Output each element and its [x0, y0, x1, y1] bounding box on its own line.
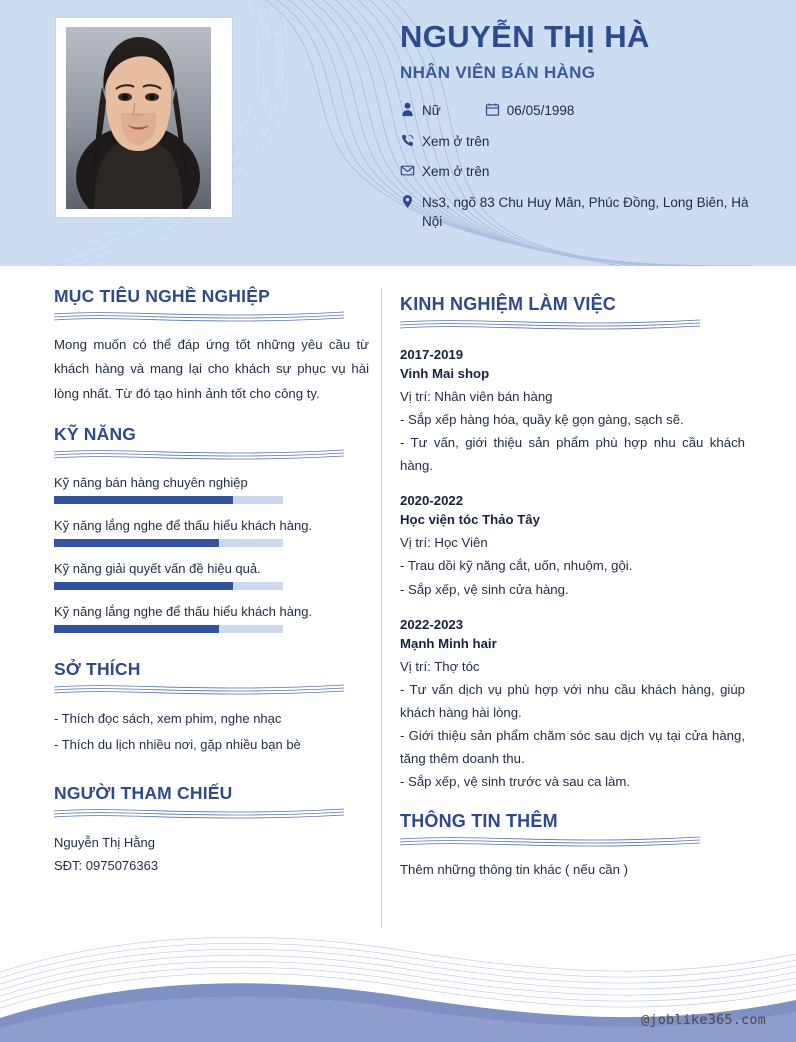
left-column: [54, 286, 369, 877]
reference-phone: SĐT: 0975076363: [54, 857, 159, 873]
contact-gender-value: Nữ: [422, 103, 441, 119]
header-text-block: [400, 18, 780, 243]
skill-label: Kỹ năng lắng nghe để thấu hiểu khách hàng.: [54, 518, 313, 534]
calendar-icon: [485, 101, 507, 117]
contact-gender: [400, 101, 441, 121]
phone-icon: [400, 132, 422, 148]
profile-photo-frame: [56, 18, 232, 217]
objective-text: Mong muốn có thể đáp ứng tốt những yêu cầu từ khách hàng và mang lại cho khách sự phục vụ hài lòng nhất. Từ đó tạo hình ảnh tốt cho công ty.: [54, 337, 369, 401]
skill-bar-fill: [54, 496, 233, 504]
skill-bar-track: [54, 539, 283, 547]
section-title-references: NGƯỜI THAM CHIẾU: [54, 782, 233, 803]
skill-bar-fill: [54, 539, 219, 547]
right-column: [400, 294, 745, 881]
experience-years: 2020-2022: [400, 493, 464, 509]
contact-list: [400, 101, 780, 232]
title-underline: [400, 834, 700, 848]
contact-row-gender-birthday: [400, 101, 780, 121]
job-title: NHÂN VIÊN BÁN HÀNG: [400, 63, 596, 83]
section-title-hobbies: SỞ THÍCH: [54, 659, 141, 680]
skill-label: Kỹ năng lắng nghe để thấu hiểu khách hàng.: [54, 604, 313, 620]
experience-company: Vinh Mai shop: [400, 366, 490, 381]
section-skills: [54, 424, 369, 633]
additional-text: Thêm những thông tin khác ( nếu cần ): [400, 862, 629, 878]
column-divider: [381, 288, 382, 928]
experience-line: - Tư vấn dịch vụ phù hợp với nhu cầu khách hàng, giúp khách hàng hài lòng.: [400, 681, 745, 720]
watermark: @joblike365.com: [641, 1012, 766, 1028]
skill-bar-fill: [54, 625, 219, 633]
skill-item: [54, 518, 369, 547]
experience-item: [400, 617, 745, 794]
experience-line: - Giới thiệu sản phẩm chăm sóc sau dịch vụ tại cửa hàng, tăng thêm doanh thu.: [400, 727, 745, 767]
title-underline: [54, 309, 344, 323]
contact-phone-value: Xem ở trên: [422, 133, 490, 149]
section-title-skills: KỸ NĂNG: [54, 424, 137, 445]
contact-birthday: [485, 101, 575, 121]
title-underline: [54, 682, 344, 696]
contact-row-email: [400, 162, 780, 182]
experience-line: - Trau dồi kỹ năng cắt, uốn, nhuộm, gội.: [400, 558, 633, 574]
experience-line: - Sắp xếp, vệ sinh cửa hàng.: [400, 581, 569, 597]
experience-item: [400, 347, 745, 477]
contact-birthday-value: 06/05/1998: [506, 103, 575, 119]
experience-company: Học viện tóc Thảo Tây: [400, 512, 540, 528]
title-underline: [400, 317, 700, 331]
section-title-objective: MỤC TIÊU NGHỀ NGHIỆP: [54, 286, 270, 306]
profile-photo: [66, 27, 211, 209]
section-objective: [54, 286, 369, 406]
experience-company: Mạnh Minh hair: [400, 635, 497, 651]
experience-years: 2017-2019: [400, 347, 464, 362]
contact-row-phone: [400, 132, 780, 152]
skill-label: Kỹ năng bán hàng chuyên nghiệp: [54, 475, 248, 491]
title-underline: [54, 447, 344, 461]
experience-item: [400, 493, 745, 600]
section-hobbies: [54, 659, 369, 757]
section-references: [54, 783, 369, 878]
experience-line: Vị trí: Nhân viên bán hàng: [400, 389, 553, 404]
skill-label: Kỹ năng giải quyết vấn đề hiệu quả.: [54, 561, 261, 577]
contact-email-value: Xem ở trên: [422, 164, 490, 180]
experience-line: Vị trí: Thợ tóc: [400, 658, 480, 674]
title-underline: [54, 806, 344, 820]
person-icon: [400, 101, 422, 117]
skill-item: [54, 561, 369, 590]
skill-item: [54, 475, 369, 504]
mail-icon: [400, 162, 422, 178]
resume-header: [0, 0, 796, 266]
hobby-item: - Thích đọc sách, xem phim, nghe nhạc: [54, 711, 282, 727]
contact-row-address: [400, 193, 780, 232]
skill-bar-track: [54, 625, 283, 633]
footer-wave-decoration: [0, 872, 796, 1042]
contact-address-value: Ns3, ngõ 83 Chu Huy Mân, Phúc Đồng, Long Biên, Hà Nội: [422, 194, 749, 230]
skill-bar-fill: [54, 582, 233, 590]
experience-line: - Sắp xếp hàng hóa, quầy kệ gọn gàng, sạch sẽ.: [400, 412, 684, 428]
experience-line: - Sắp xếp, vệ sinh trước và sau ca làm.: [400, 774, 631, 790]
reference-name: Nguyễn Thị Hằng: [54, 834, 155, 850]
experience-line: Vị trí: Học Viên: [400, 535, 488, 551]
experience-years: 2022-2023: [400, 616, 464, 632]
experience-line: - Tư vấn, giới thiệu sản phẩm phù hợp nhu cầu khách hàng.: [400, 435, 745, 474]
hobby-item: - Thích du lịch nhiều nơi, gặp nhiều bạn bè: [54, 736, 301, 752]
location-pin-icon: [400, 193, 422, 209]
skill-bar-track: [54, 496, 283, 504]
page-title: NGUYỄN THỊ HÀ: [400, 19, 650, 54]
section-title-additional: THÔNG TIN THÊM: [400, 811, 558, 832]
section-additional-info: [400, 811, 745, 881]
skill-item: [54, 604, 369, 633]
section-experience: [400, 294, 745, 793]
skill-bar-track: [54, 582, 283, 590]
section-title-experience: KINH NGHIỆM LÀM VIỆC: [400, 294, 617, 314]
